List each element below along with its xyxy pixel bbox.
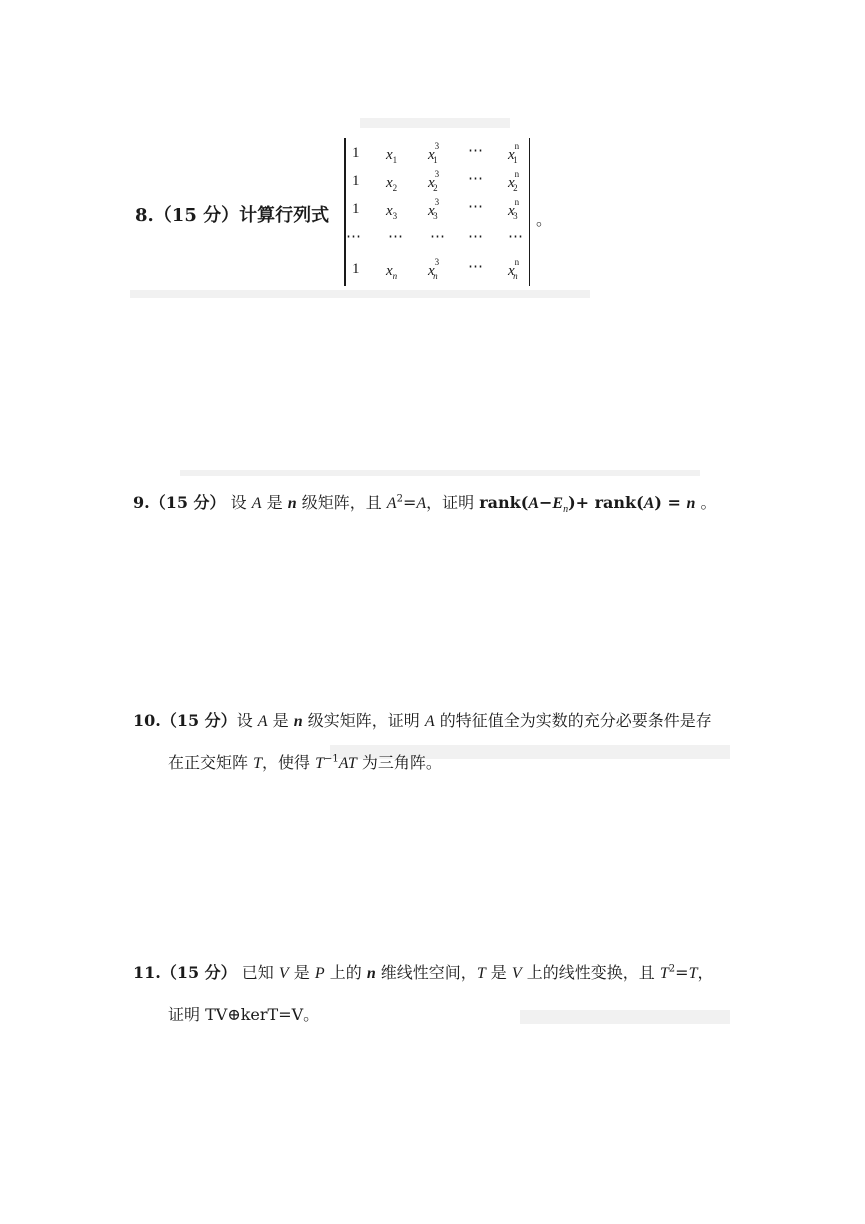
det-dots: ⋯ bbox=[508, 229, 523, 245]
question-number: 9. bbox=[133, 493, 150, 512]
question-9: 9.（15 分） 设 A 是 n 级矩阵，且 $A^2=A$，证明 $rank(A-E_n)+$ rank(A) = n 。 bbox=[133, 493, 717, 516]
bleed-through-mark bbox=[130, 290, 590, 298]
question-score: （15 分） bbox=[160, 711, 237, 730]
det-dots: ⋯ bbox=[468, 229, 483, 245]
question-number: 8. bbox=[135, 205, 154, 226]
det-cell: $x_n$ bbox=[386, 263, 398, 281]
determinant bbox=[342, 138, 532, 286]
det-dots: ⋯ bbox=[346, 229, 361, 245]
det-cell: 1 bbox=[352, 261, 360, 277]
determinant-left-bar bbox=[344, 138, 346, 286]
question-prompt: 计算行列式 bbox=[239, 205, 330, 226]
question-score: （15 分） bbox=[160, 963, 237, 982]
question-score: （15 分） bbox=[149, 493, 226, 512]
det-cell: $x_1$ bbox=[386, 147, 398, 165]
det-cell: $x^3_1$ bbox=[428, 141, 440, 165]
det-cell: $x^n_2$ bbox=[508, 169, 520, 193]
bleed-through-mark bbox=[180, 470, 700, 476]
det-cell: 1 bbox=[352, 145, 360, 161]
question-number: 10. bbox=[133, 711, 161, 730]
question-8 bbox=[135, 207, 329, 225]
question-number: 11. bbox=[133, 963, 161, 982]
determinant-right-bar bbox=[529, 138, 531, 286]
det-cell: $x^3_n$ bbox=[428, 257, 440, 281]
question-11-line-2: 证明 TV⊕kerT=V。 bbox=[168, 1005, 320, 1024]
bleed-through-mark bbox=[520, 1010, 730, 1024]
det-cell: $x^3_3$ bbox=[428, 197, 440, 221]
det-cell: $x_2$ bbox=[386, 175, 398, 193]
det-cell: $x^n_3$ bbox=[508, 197, 520, 221]
det-dots: ⋯ bbox=[430, 229, 445, 245]
question-score: （15 分） bbox=[153, 205, 240, 226]
question-8-end bbox=[536, 212, 552, 228]
question-10-line-2: 在正交矩阵 T，使得 $T^{-1}AT$ 为三角阵。 bbox=[168, 753, 442, 772]
det-cell: ⋯ bbox=[468, 171, 483, 187]
det-cell: $x^n_1$ bbox=[508, 141, 520, 165]
det-cell: 1 bbox=[352, 173, 360, 189]
period: 。 bbox=[536, 210, 553, 229]
bleed-through-mark bbox=[360, 118, 510, 128]
det-cell: $x_3$ bbox=[386, 203, 398, 221]
question-11-line-1: 11.（15 分） 已知 V 是 P 上的 n 维线性空间，T 是 V 上的线性变换，且 $T^2=T$， bbox=[133, 963, 714, 982]
det-cell: ⋯ bbox=[468, 199, 483, 215]
question-10-line-1: 10.（15 分）设 A 是 n 级实矩阵，证明 A 的特征值全为实数的充分必要条件是存 bbox=[133, 711, 712, 730]
det-cell: $x^n_n$ bbox=[508, 257, 520, 281]
det-cell: ⋯ bbox=[468, 259, 483, 275]
det-cell: ⋯ bbox=[468, 143, 483, 159]
det-cell: $x^3_2$ bbox=[428, 169, 440, 193]
det-dots: ⋯ bbox=[388, 229, 403, 245]
det-cell: 1 bbox=[352, 201, 360, 217]
